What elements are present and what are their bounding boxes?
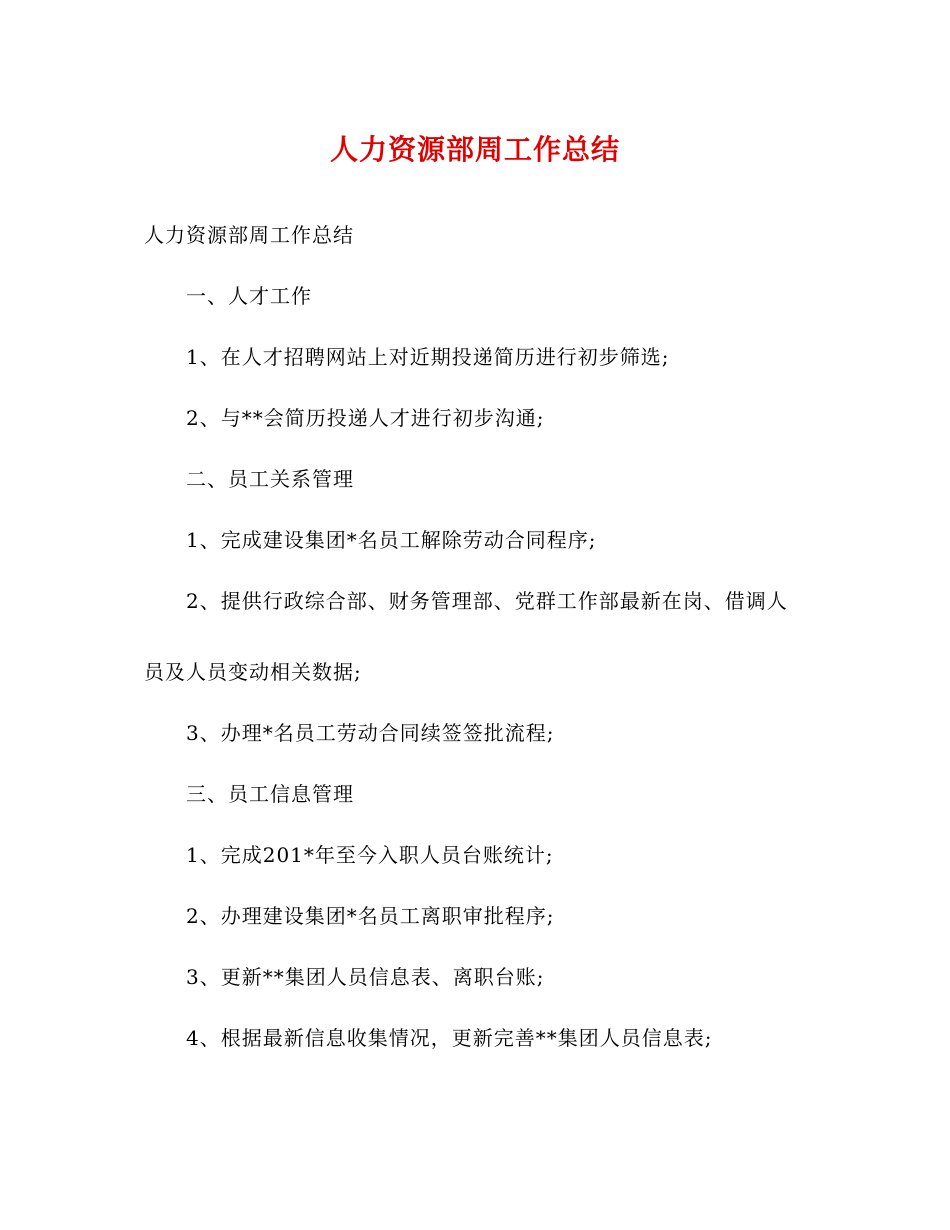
list-item: 3、更新**集团人员信息表、离职台账;: [186, 965, 545, 989]
list-item: 1、完成201*年至今入职人员台账统计;: [186, 843, 554, 867]
document-title: 人力资源部周工作总结: [329, 133, 620, 166]
list-item: 1、完成建设集团*名员工解除劳动合同程序;: [186, 528, 597, 552]
body-line-heading: 人力资源部周工作总结: [144, 223, 354, 247]
section-heading-talent: 一、人才工作: [186, 284, 312, 308]
list-item: 4、根据最新信息收集情况，更新完善**集团人员信息表;: [186, 1026, 713, 1050]
list-item: 1、在人才招聘网站上对近期投递简历进行初步筛选;: [186, 345, 670, 369]
section-heading-employee-info: 三、员工信息管理: [186, 782, 354, 806]
list-item: 2、办理建设集团*名员工离职审批程序;: [186, 904, 555, 928]
section-heading-employee-relations: 二、员工关系管理: [186, 467, 354, 491]
list-item-continuation: 员及人员变动相关数据;: [144, 660, 362, 684]
list-item: 2、与**会简历投递人才进行初步沟通;: [186, 406, 545, 430]
list-item: 3、办理*名员工劳动合同续签签批流程;: [186, 721, 555, 745]
list-item: 2、提供行政综合部、财务管理部、党群工作部最新在岗、借调人: [186, 589, 788, 613]
